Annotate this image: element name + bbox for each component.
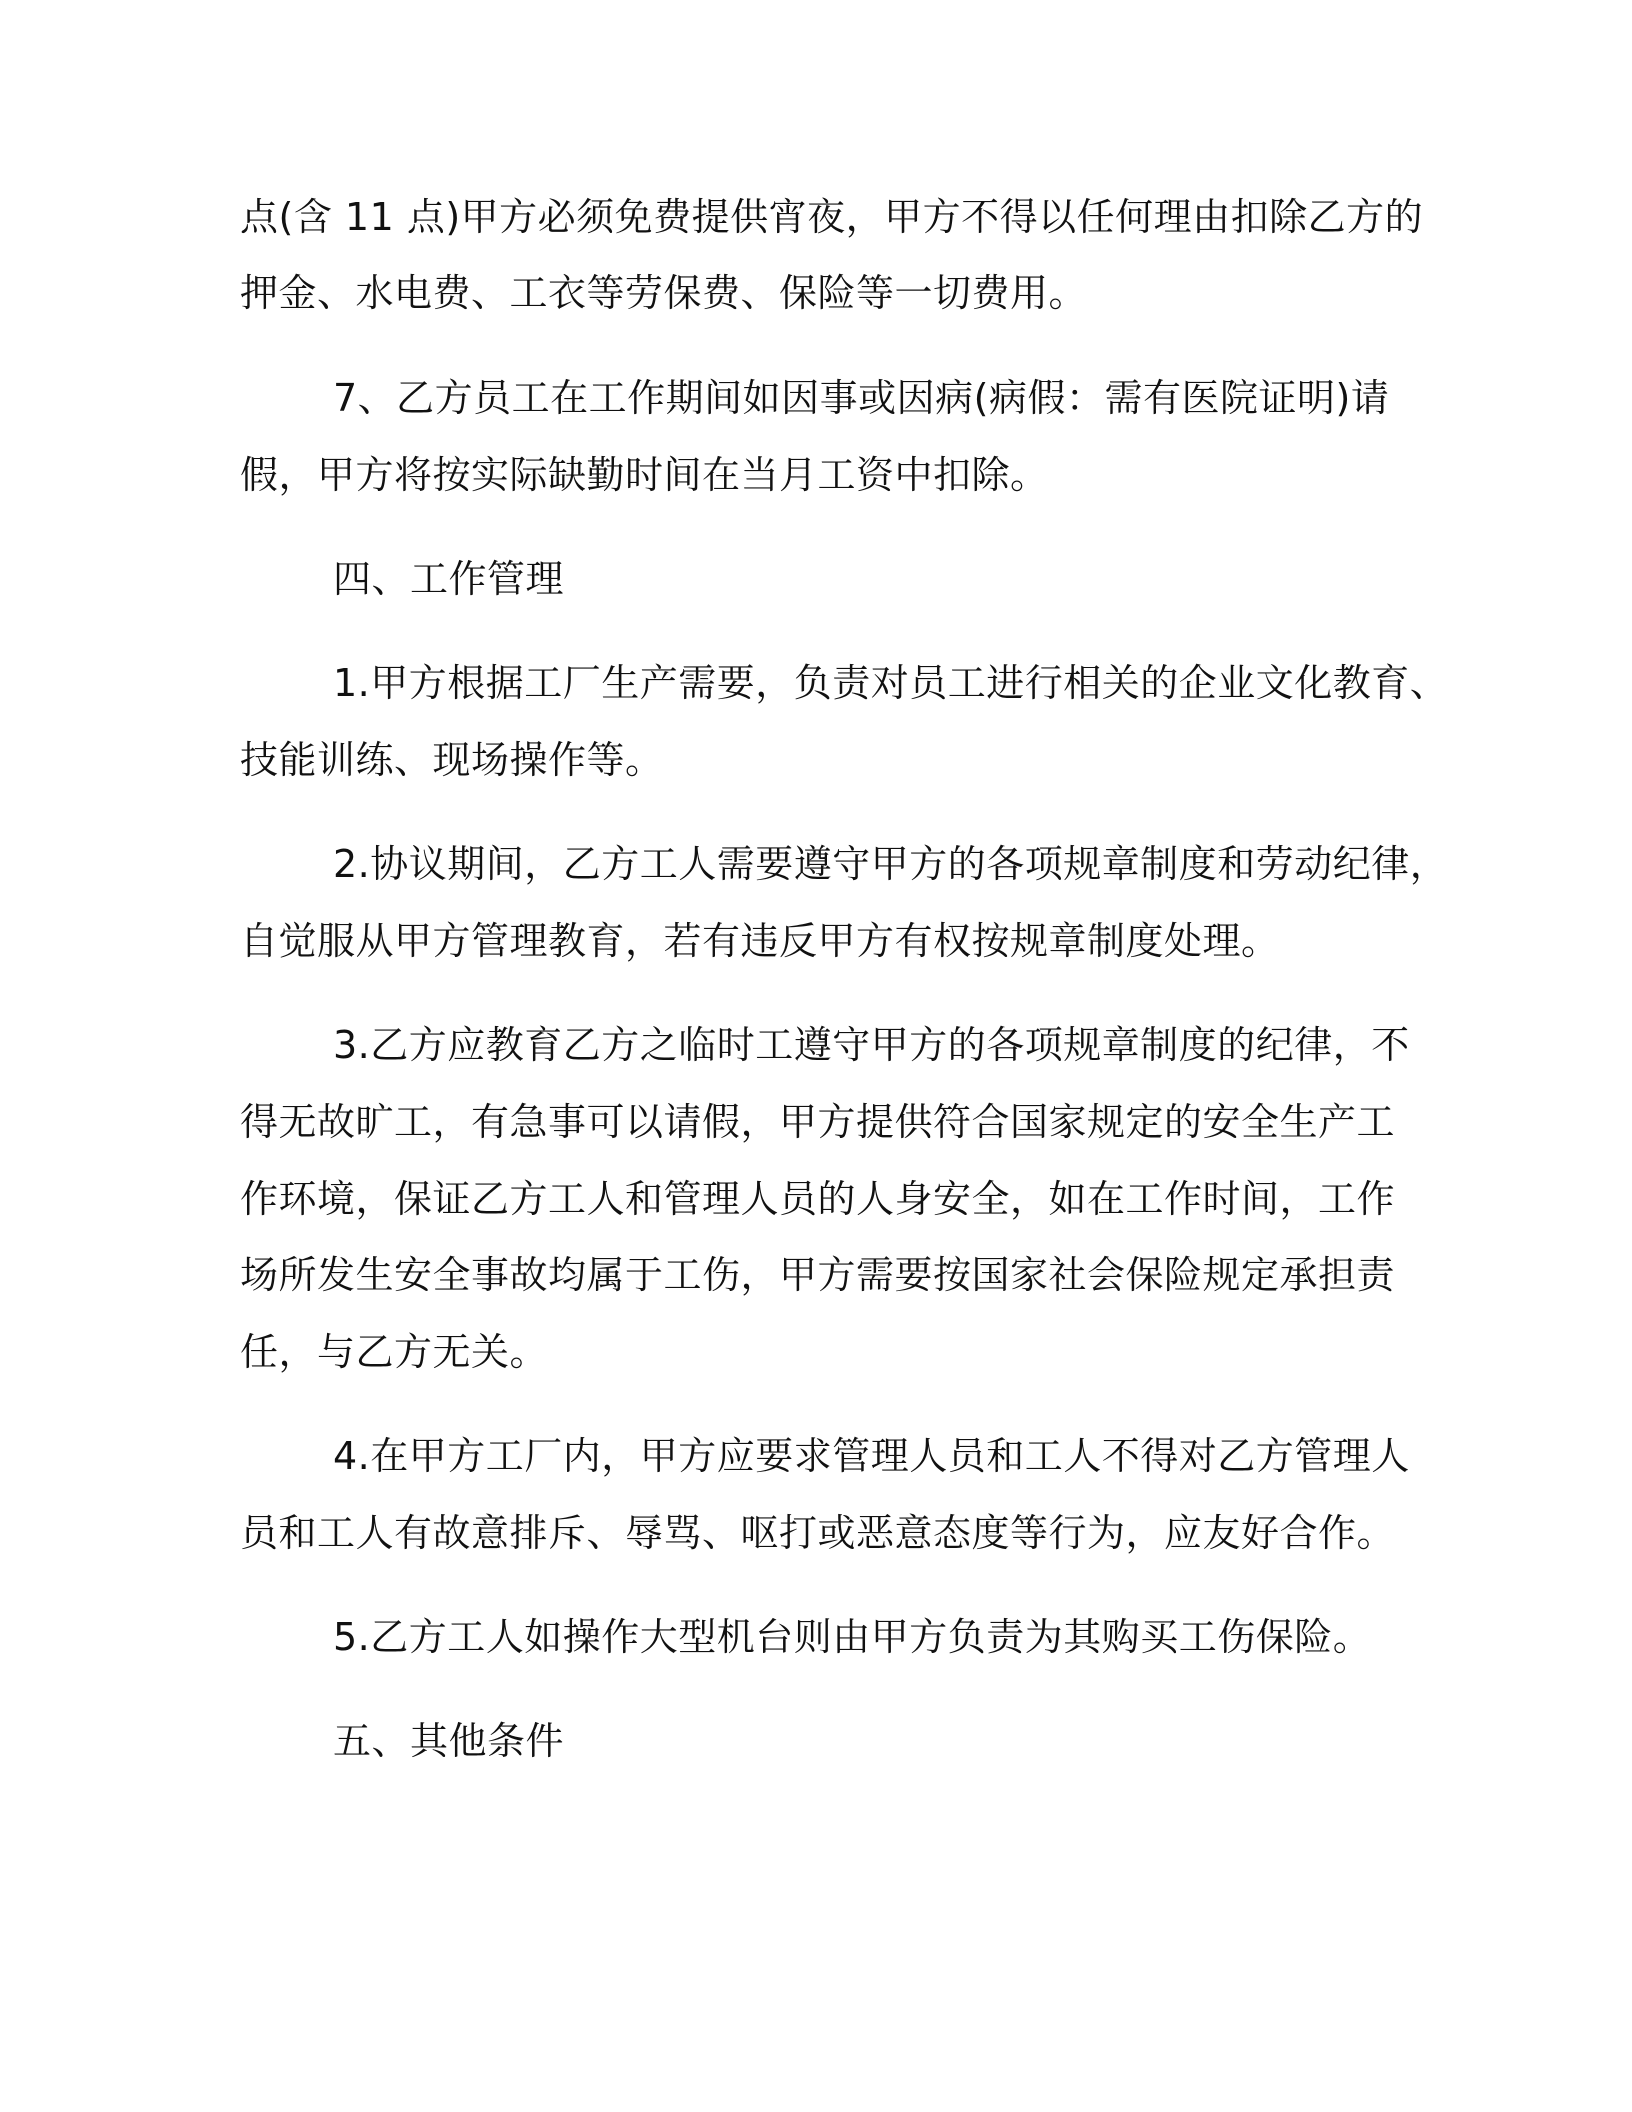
text-line: 点(含 11 点)甲方必须免费提供宵夜，甲方不得以任何理由扣除乙方的 [240, 195, 1424, 239]
text-line: 5.乙方工人如操作大型机台则由甲方负责为其购买工伤保险。 [333, 1615, 1372, 1659]
text-line: 场所发生安全事故均属于工伤，甲方需要按国家社会保险规定承担责 [240, 1253, 1396, 1297]
text-line: 技能训练、现场操作等。 [240, 738, 664, 782]
text-line: 假，甲方将按实际缺勤时间在当月工资中扣除。 [240, 453, 1049, 497]
text-line: 员和工人有故意排斥、辱骂、呕打或恶意态度等行为，应友好合作。 [240, 1511, 1396, 1555]
text-line: 2.协议期间，乙方工人需要遵守甲方的各项规章制度和劳动纪律， [333, 842, 1449, 886]
text-line: 得无故旷工，有急事可以请假，甲方提供符合国家规定的安全生产工 [240, 1100, 1396, 1144]
text-line: 3.乙方应教育乙方之临时工遵守甲方的各项规章制度的纪律，不 [333, 1023, 1410, 1067]
text-line: 任，与乙方无关。 [240, 1330, 549, 1374]
text-line: 7、乙方员工在工作期间如因事或因病(病假：需有医院证明)请 [333, 376, 1390, 420]
text-line: 1.甲方根据工厂生产需要，负责对员工进行相关的企业文化教育、 [333, 661, 1449, 705]
text-line: 押金、水电费、工衣等劳保费、保险等一切费用。 [240, 271, 1088, 315]
text-line: 作环境，保证乙方工人和管理人员的人身安全，如在工作时间，工作 [240, 1177, 1396, 1221]
section-heading: 四、工作管理 [333, 557, 565, 601]
section-heading: 五、其他条件 [333, 1719, 565, 1763]
text-line: 自觉服从甲方管理教育，若有违反甲方有权按规章制度处理。 [240, 919, 1280, 963]
text-line: 4.在甲方工厂内，甲方应要求管理人员和工人不得对乙方管理人 [333, 1434, 1410, 1478]
